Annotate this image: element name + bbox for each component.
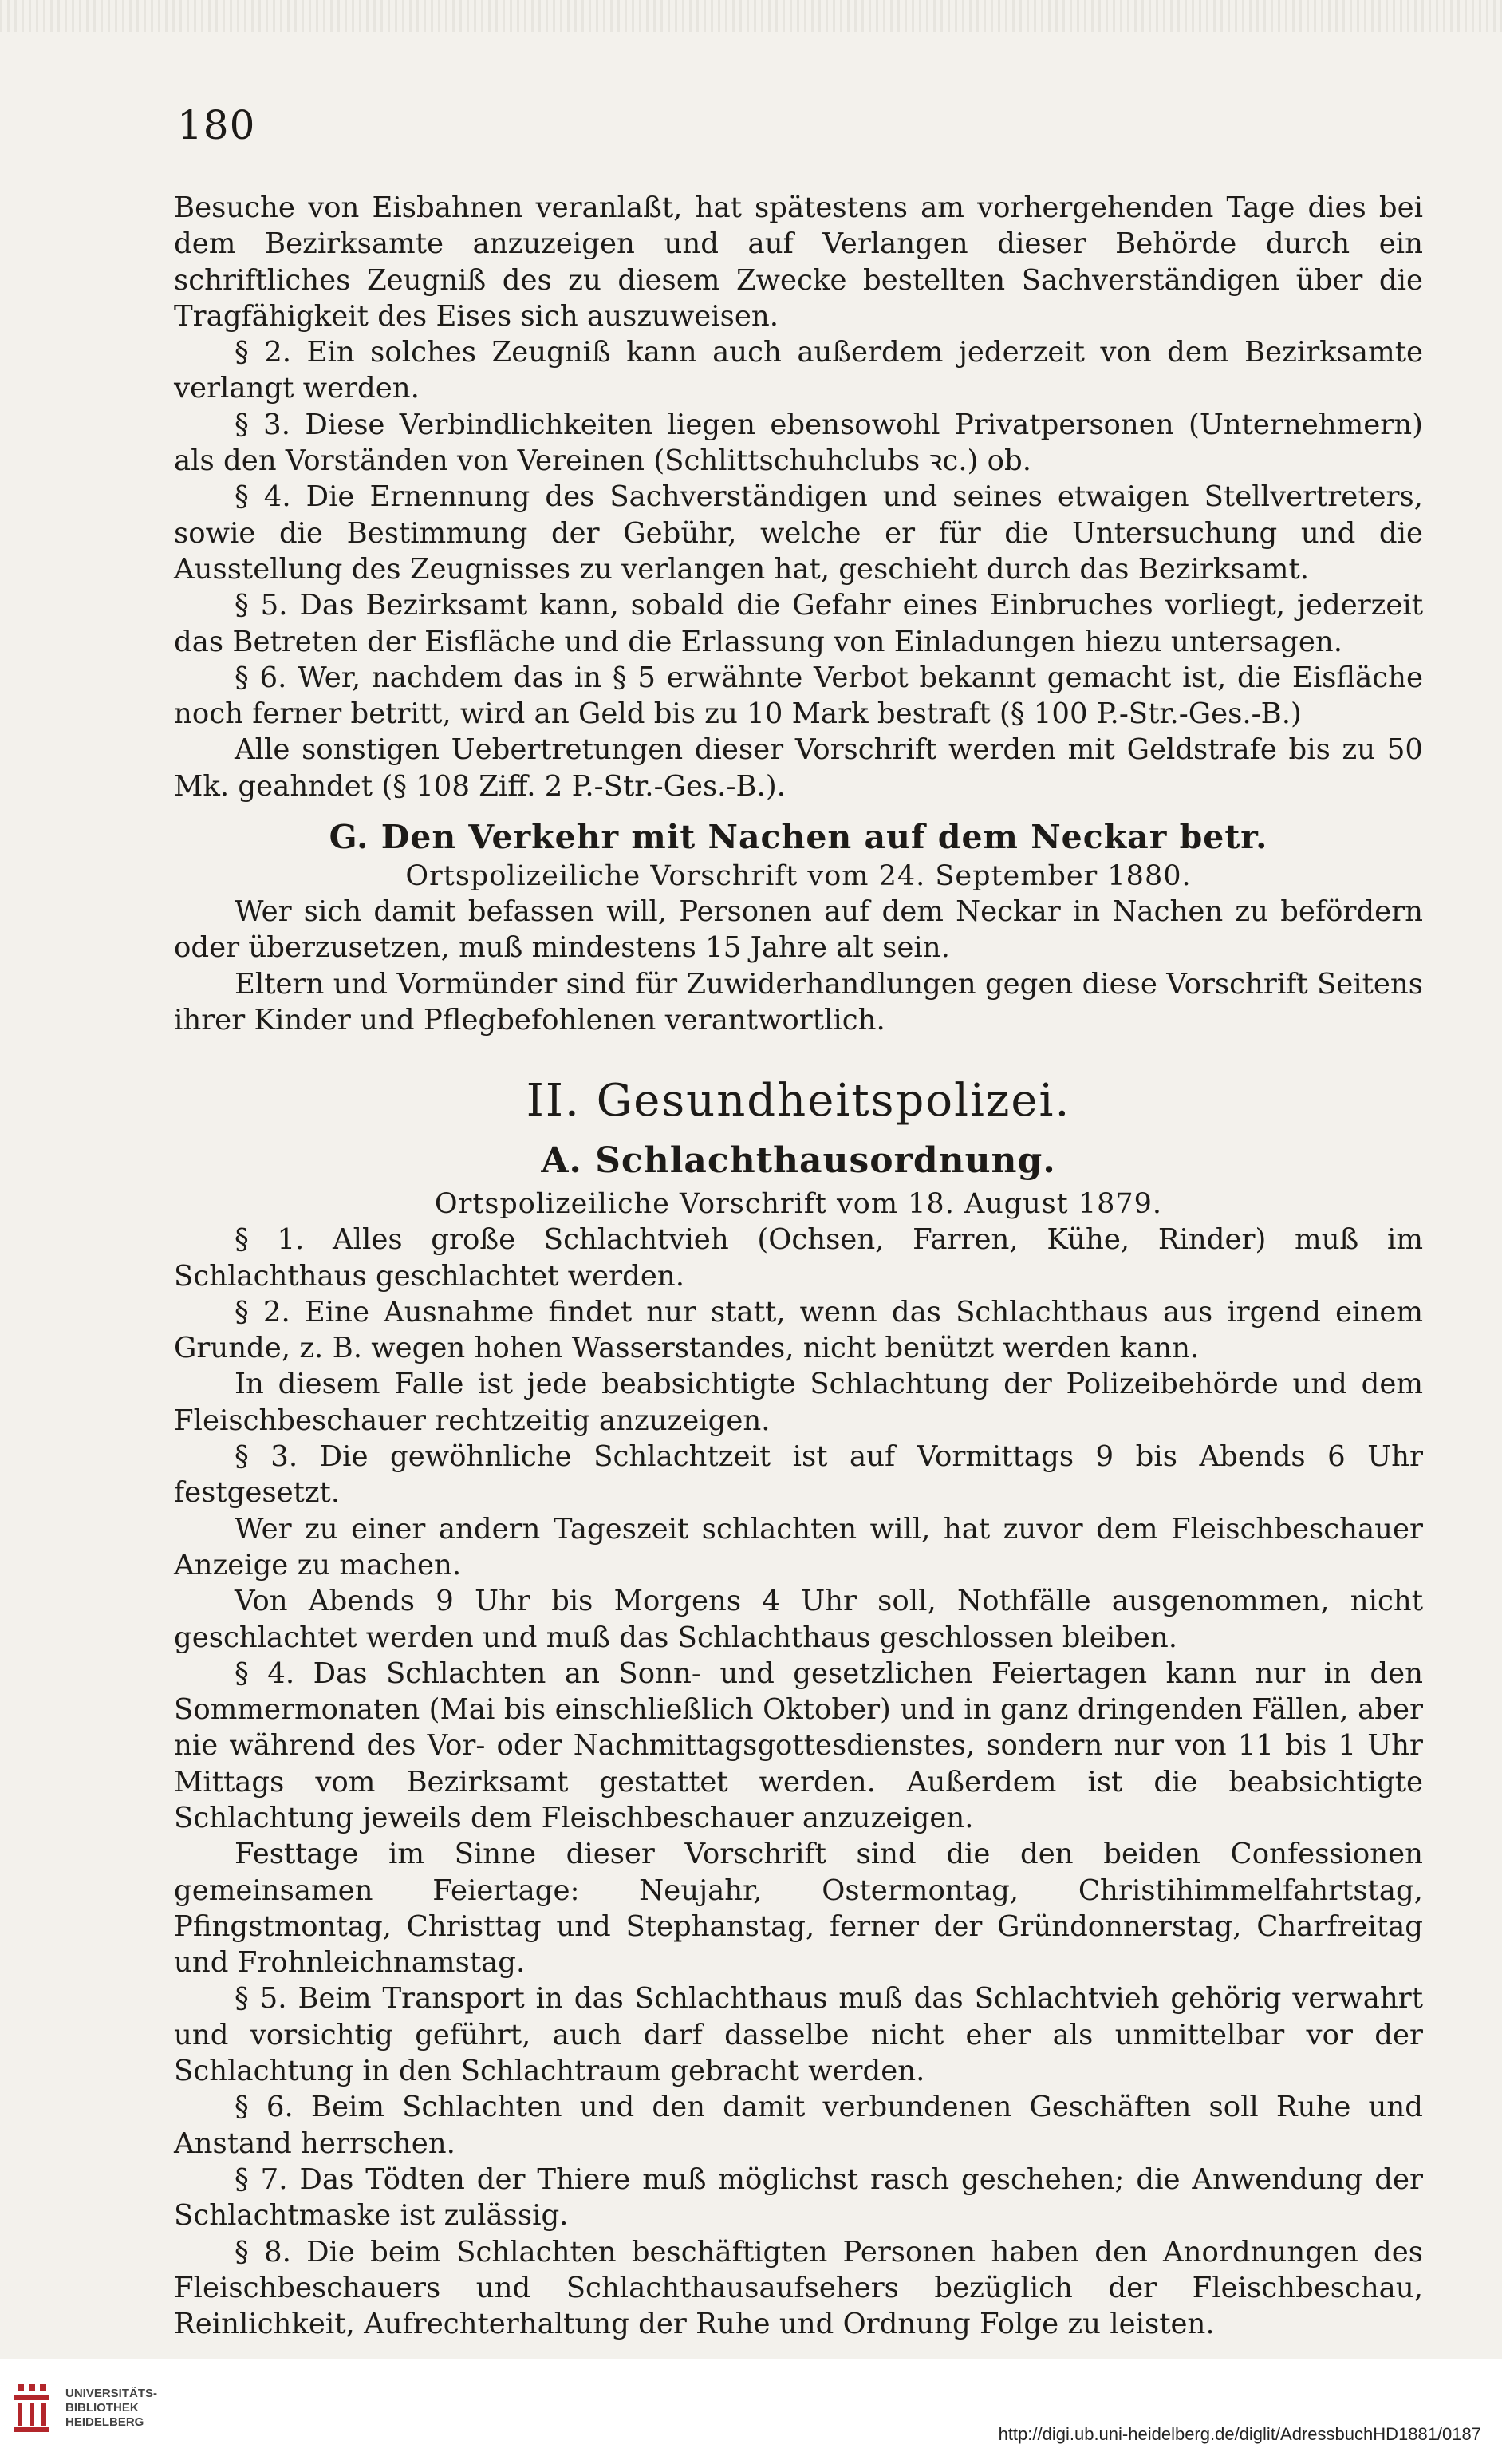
scan-edge [0,0,1502,32]
paragraph: § 5. Das Bezirksamt kann, sobald die Gefahr eines Einbruches vorliegt, jederzeit das Betreten der Eisfläche und die Erlassung von Einladungen hiezu untersagen. [174,589,1423,658]
ordinance-subtitle: Ortspolizeiliche Vorschrift vom 24. September 1880. [405,860,1192,893]
paragraph: § 4. Die Ernennung des Sachverständigen und seines etwaigen Stellvertreters, sowie die Bestimmung der Gebühr, welche er für die Untersuchung und die Ausstellung des Zeugnisses zu verlangen hat, geschieht durch das Bezirksamt. [174,480,1423,586]
library-logo[interactable] [14,2370,196,2446]
paragraph: In diesem Falle ist jede beabsichtigte Schlachtung der Polizeibehörde und dem Fleischbeschauer rechtzeitig anzuzeigen. [174,1368,1423,1437]
text-column [174,190,1423,2342]
logo-icon [14,2384,56,2432]
section-heading: G. Den Verkehr mit Nachen auf dem Neckar betr. [329,818,1268,857]
paragraph: Von Abends 9 Uhr bis Morgens 4 Uhr soll, Nothfälle ausgenommen, nicht geschlachtet werden und muß das Schlachthaus geschlossen bleiben. [174,1585,1423,1654]
paragraph: § 8. Die beim Schlachten beschäftigten Personen haben den Anordnungen des Fleischbeschauers und Schlachthausaufsehers bezüglich der Fleischbeschau, Reinlichkeit, Aufrechterhaltung der Ruhe und Ordnung Folge zu leisten. [174,2235,1423,2341]
paragraph: § 3. Die gewöhnliche Schlachtzeit ist auf Vormittags 9 bis Abends 6 Uhr festgesetzt. [174,1440,1423,1510]
paragraph: § 4. Das Schlachten an Sonn- und gesetzlichen Feiertagen kann nur in den Sommermonaten (Mai bis einschließlich Oktober) und in ganz dringenden Fällen, aber nie während des Vor- oder Nachmittagsgottesdienstes, sondern nur von 11 bis 1 Uhr Mittags vom Bezirksamt gestattet werden. Außerdem ist die beabsichtigte Schlachtung jeweils dem Fleischbeschauer anzuzeigen. [174,1656,1423,1834]
paragraph: Besuche von Eisbahnen veranlaßt, hat spätestens am vorhergehenden Tage dies bei dem Bezirksamte anzuzeigen und auf Verlangen dieser Behörde durch ein schriftliches Zeugniß des zu diesem Zwecke bestellten Sachverständigen über die Tragfähigkeit des Eises sich auszuweisen. [174,192,1423,333]
paragraph: § 6. Beim Schlachten und den damit verbundenen Geschäften soll Ruhe und Anstand herrschen. [174,2091,1423,2160]
section-heading: A. Schlachthausordnung. [541,1140,1056,1182]
paragraph: Festtage im Sinne dieser Vorschrift sind die den beiden Confessionen gemeinsamen Feiertage: Neujahr, Ostermontag, Christihimmelfahrtstag, Pfingstmontag, Christtag und Stephanstag, ferner der Gründonnerstag, Charfreitag und Frohnleichnamstag. [174,1838,1423,1980]
footer-bar [0,2359,1502,2464]
paragraph: § 1. Alles große Schlachtvieh (Ochsen, Farren, Kühe, Rinder) muß im Schlachthaus geschlachtet werden. [174,1223,1423,1293]
paragraph: Eltern und Vormünder sind für Zuwiderhandlungen gegen diese Vorschrift Seitens ihrer Kinder und Pflegbefohlenen verantwortlich. [174,967,1423,1037]
logo-text: UNIVERSITÄTS- BIBLIOTHEK HEIDELBERG [65,2387,158,2429]
paragraph: Wer sich damit befassen will, Personen auf dem Neckar in Nachen zu befördern oder überzusetzen, muß mindestens 15 Jahre alt sein. [174,895,1423,965]
ordinance-subtitle: Ortspolizeiliche Vorschrift vom 18. August 1879. [434,1188,1163,1221]
paragraph: § 6. Wer, nachdem das in § 5 erwähnte Verbot bekannt gemacht ist, die Eisfläche noch ferner betritt, wird an Geld bis zu 10 Mark bestraft (§ 100 P.-Str.-Ges.-B.) [174,661,1423,731]
page-number: 180 [177,102,256,148]
paragraph: § 2. Eine Ausnahme findet nur statt, wenn das Schlachthaus aus irgend einem Grunde, z. B. wegen hohen Wasserstandes, nicht benützt werden kann. [174,1295,1423,1365]
source-url-link[interactable]: http://digi.ub.uni-heidelberg.de/diglit/AdressbuchHD1881/0187 [998,2424,1481,2444]
paragraph: § 5. Beim Transport in das Schlachthaus muß das Schlachtvieh gehörig verwahrt und vorsichtig geführt, auch darf dasselbe nicht eher als unmittelbar vor der Schlachtung in den Schlachtraum gebracht werden. [174,1982,1423,2088]
paragraph: § 7. Das Tödten der Thiere muß möglichst rasch geschehen; die Anwendung der Schlachtmaske ist zulässig. [174,2162,1423,2233]
part-heading: II. Gesundheitspolizei. [526,1075,1071,1127]
paragraph: § 3. Diese Verbindlichkeiten liegen ebensowohl Privatpersonen (Unternehmern) als den Vorständen von Vereinen (Schlittschuhclubs ꝛc.) ob. [174,408,1423,478]
paragraph: § 2. Ein solches Zeugniß kann auch außerdem jederzeit von dem Bezirksamte verlangt werden. [174,336,1423,405]
paragraph: Alle sonstigen Uebertretungen dieser Vorschrift werden mit Geldstrafe bis zu 50 Mk. geahndet (§ 108 Ziff. 2 P.-Str.-Ges.-B.). [174,733,1423,803]
paragraph: Wer zu einer andern Tageszeit schlachten will, hat zuvor dem Fleischbeschauer Anzeige zu machen. [174,1512,1423,1581]
